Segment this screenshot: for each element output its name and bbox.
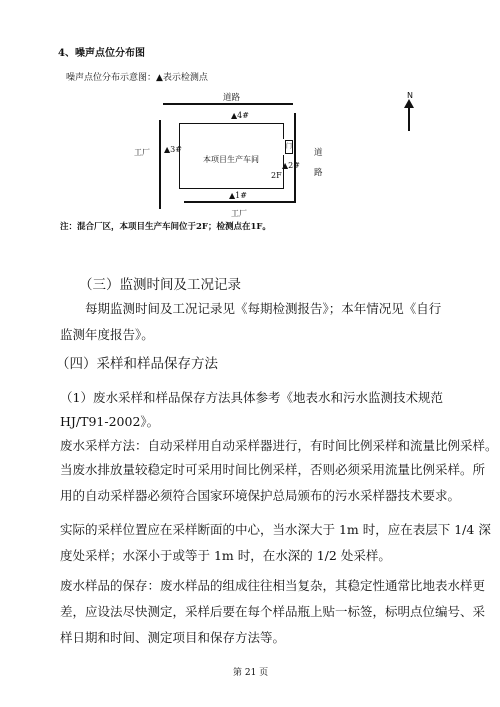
sampling-line: 废水样品的保存：废水样品的组成往往相当复杂，其稳定性通常比地表水样更 <box>60 578 486 593</box>
road-top-line <box>163 103 293 105</box>
section-heading: 4、噪声点位分布图 <box>58 48 145 59</box>
north-label: N <box>407 91 413 100</box>
point-3: ▲3# <box>164 145 182 154</box>
point-1: ▲1# <box>229 191 247 200</box>
monitoring-time-heading: （三）监测时间及工况记录 <box>79 277 241 293</box>
door-label: 门 <box>285 140 293 154</box>
factory-bottom-boundary <box>184 201 296 203</box>
factory-bottom-label: 工厂 <box>231 209 247 218</box>
sampling-line: （1）废水采样和样品保存方法具体参考《地表水和污水监测技术规范 <box>60 390 443 405</box>
factory-left-boundary <box>159 120 161 209</box>
diagram-caption: 噪声点位分布示意图：▲表示检测点 <box>66 73 208 83</box>
point-4: ▲4# <box>231 111 249 120</box>
floor-label: 2F <box>271 171 282 180</box>
sampling-line: 差，应设法尽快测定，采样后要在每个样品瓶上贴一标签，标明点位编号、采 <box>60 604 486 619</box>
sampling-line: HJ/T91-2002》。 <box>60 414 160 429</box>
road-right-label-1: 道 <box>314 148 323 158</box>
road-right-label-2: 路 <box>314 168 323 178</box>
sampling-line: 废水采样方法：自动采样用自动采样器进行，有时间比例采样和流量比例采样。 <box>60 438 498 453</box>
factory-left-label: 工厂 <box>134 148 150 157</box>
road-right-line <box>294 113 296 202</box>
sampling-line: 样日期和时间、测定项目和保存方法等。 <box>60 630 286 645</box>
diagram-note: 注：混合厂区，本项目生产车间位于2F；检测点在1F。 <box>60 222 271 232</box>
page-number: 第 21 页 <box>233 668 269 678</box>
monitoring-time-body: 每期监测时间及工况记录见《每期检测报告》；本年情况见《自行监测年度报告》。 <box>60 301 442 342</box>
point-2: ▲2# <box>282 161 300 170</box>
sampling-line: 度处采样；水深小于或等于 1m 时，在水深的 1/2 处采样。 <box>60 548 391 563</box>
road-top-label: 道路 <box>223 93 241 103</box>
sampling-heading: （四）采样和样品保存方法 <box>56 356 218 372</box>
sampling-line: 当废水排放量较稳定时可采用时间比例采样，否则必须采用流量比例采样。所 <box>60 462 486 477</box>
sampling-line: 实际的采样位置应在采样断面的中心，当水深大于 1m 时，应在表层下 1/4 深 <box>60 522 491 537</box>
workshop-label: 本项目生产车间 <box>203 155 259 164</box>
sampling-line: 用的自动采样器必须符合国家环境保护总局颁布的污水采样器技术要求。 <box>60 488 461 503</box>
